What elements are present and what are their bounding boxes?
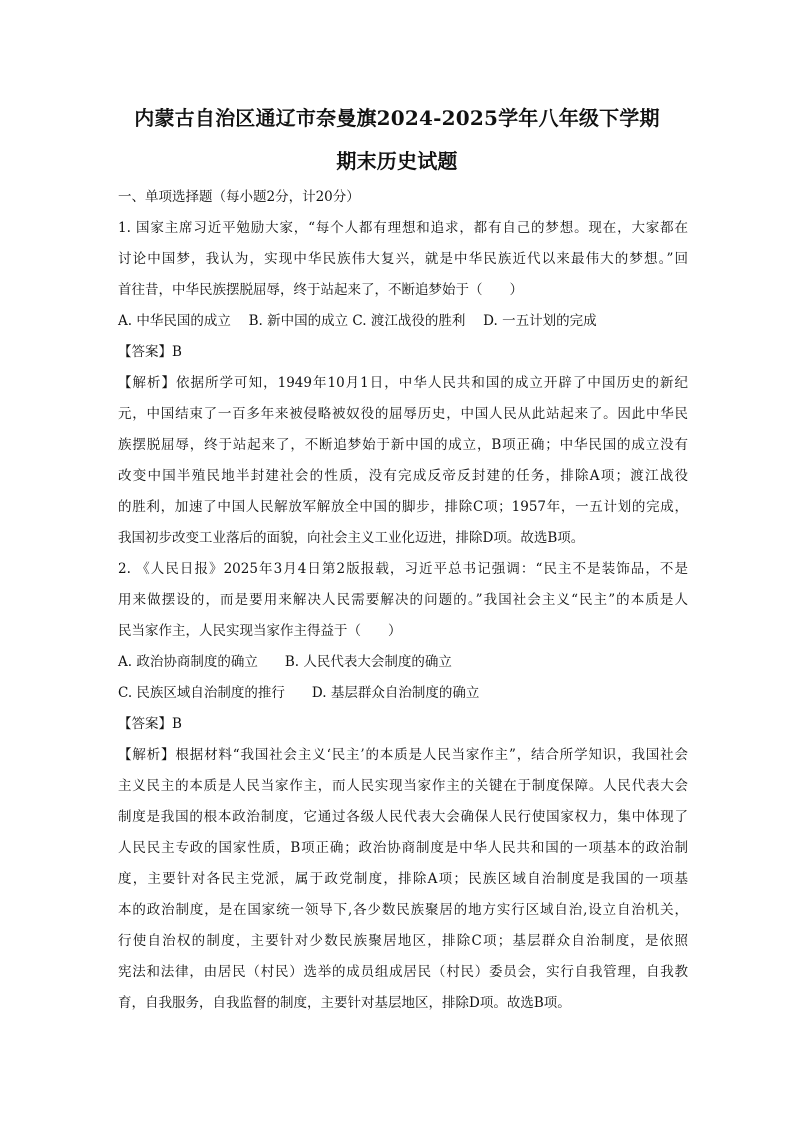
analysis-line: 主义民主的本质是人民当家作主，而人民实现当家作主的关键在于制度保障。人民代表大会 [118, 778, 688, 794]
analysis-line: 度，主要针对各民主党派，属于政党制度，排除A项；民族区域自治制度是我国的一项基 [118, 871, 688, 887]
answer-line: 【答案】B [118, 716, 182, 732]
analysis-line: 【解析】根据材料“我国社会主义‘民主’的本质是人民当家作主”，结合所学知识，我国社会 [118, 747, 688, 763]
question-2 [118, 554, 688, 1019]
document-body [118, 182, 688, 1019]
analysis-line: 改变中国半殖民地半封建社会的性质，没有完成反帝反封建的任务，排除A项；渡江战役 [118, 468, 688, 484]
question-options: A. 政治协商制度的确立 B. 人民代表大会制度的确立 [118, 654, 452, 670]
analysis-line: 行使自治权的制度，主要针对少数民族聚居地区，排除C项；基层群众自治制度，是依照 [118, 933, 688, 949]
question-text-line: 首往昔，中华民族摆脱屈辱，终于站起来了，不断追梦始于（ ） [118, 282, 523, 298]
question-text-line: 1. 国家主席习近平勉励大家，“每个人都有理想和追求，都有自己的梦想。现在，大家都在 [118, 220, 688, 236]
analysis-line: 本的政治制度，是在国家统一领导下,各少数民族聚居的地方实行区域自治,设立自治机关， [118, 902, 688, 918]
analysis-line: 宪法和法律，由居民（村民）选举的成员组成居民（村民）委员会，实行自我管理，自我教 [118, 964, 688, 980]
question-1 [118, 213, 688, 554]
question-options: C. 民族区域自治制度的推行 D. 基层群众自治制度的确立 [118, 685, 480, 701]
answer-line: 【答案】B [118, 344, 182, 360]
analysis-line: 元，中国结束了一百多年来被侵略被奴役的屈辱历史，中国人民从此站起来了。因此中华民 [118, 406, 688, 422]
question-text-line: 讨论中国梦，我认为，实现中华民族伟大复兴，就是中华民族近代以来最伟大的梦想。”回 [118, 251, 688, 267]
page-title: 内蒙古自治区通辽市奈曼旗2024-2025学年八年级下学期 [134, 106, 660, 130]
question-text-line: 用来做摆设的，而是要用来解决人民需要解决的问题的。”我国社会主义“民主”的本质是人 [118, 592, 688, 608]
section-heading: 一、单项选择题（每小题2分，计20分） [118, 189, 360, 205]
analysis-line: 的胜利，加速了中国人民解放军解放全中国的脚步，排除C项；1957年，一五计划的完成， [118, 499, 688, 515]
analysis-line: 【解析】依据所学可知，1949年10月1日，中华人民共和国的成立开辟了中国历史的新纪 [118, 375, 688, 391]
analysis-line: 制度是我国的根本政治制度，它通过各级人民代表大会确保人民行使国家权力，集中体现了 [118, 809, 688, 825]
question-text-line: 2. 《人民日报》2025年3月4日第2版报载，习近平总书记强调：“民主不是装饰品，不是 [118, 561, 688, 577]
analysis-line: 族摆脱屈辱，终于站起来了，不断追梦始于新中国的成立，B项正确；中华民国的成立没有 [118, 437, 688, 453]
page-subtitle: 期末历史试题 [336, 149, 458, 173]
analysis-line: 人民民主专政的国家性质，B项正确；政治协商制度是中华人民共和国的一项基本的政治制 [118, 840, 688, 856]
analysis-line: 我国初步改变工业落后的面貌，向社会主义工业化迈进，排除D项。故选B项。 [118, 530, 585, 546]
analysis-line: 育，自我服务，自我监督的制度，主要针对基层地区，排除D项。故选B项。 [118, 995, 571, 1011]
question-options: A. 中华民国的成立 B. 新中国的成立 C. 渡江战役的胜利 D. 一五计划的完成 [118, 313, 597, 329]
question-text-line: 民当家作主，人民实现当家作主得益于（ ） [118, 623, 402, 639]
